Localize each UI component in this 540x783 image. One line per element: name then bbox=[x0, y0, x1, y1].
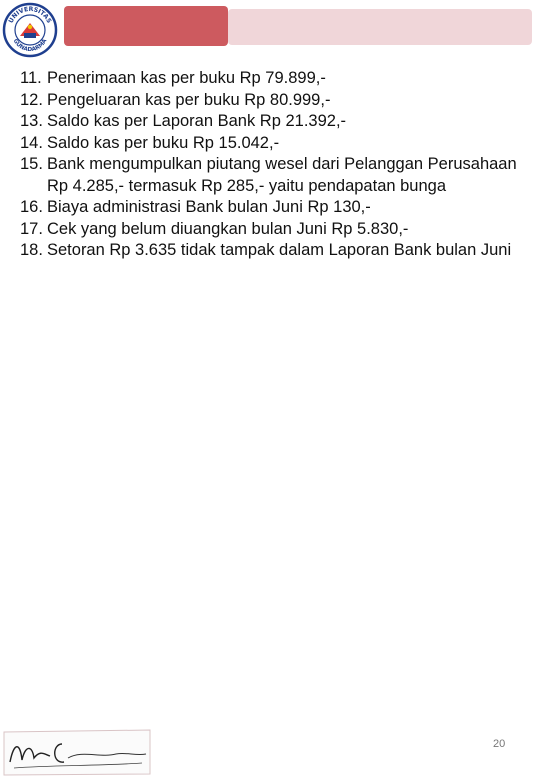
list-item-text: Cek yang belum diuangkan bulan Juni Rp 5.830,- bbox=[47, 219, 409, 238]
list-item bbox=[20, 90, 532, 112]
list-item-text: Pengeluaran kas per buku Rp 80.999,- bbox=[47, 90, 331, 109]
list-item bbox=[20, 197, 532, 219]
page-number: 20 bbox=[493, 738, 506, 750]
list-item-number: 16. bbox=[20, 198, 43, 216]
list-item-number: 13. bbox=[20, 112, 43, 130]
list-item-text: Biaya administrasi Bank bulan Juni Rp 130,- bbox=[47, 198, 371, 216]
list-item-text: Setoran Rp 3.635 tidak tampak dalam Laporan Bank bulan Juni bbox=[47, 241, 512, 259]
list-item bbox=[20, 154, 532, 197]
list-item bbox=[20, 133, 532, 155]
list-item-number: 15. bbox=[20, 155, 43, 173]
university-logo bbox=[2, 2, 58, 58]
list-item-number: 12. bbox=[20, 90, 43, 109]
header-bar-light bbox=[228, 9, 532, 45]
svg-text:UNIVERSITAS: UNIVERSITAS bbox=[7, 5, 53, 25]
university-seal-icon bbox=[2, 2, 58, 58]
svg-text:GUNADARMA: GUNADARMA bbox=[11, 38, 49, 54]
list-item-text: Saldo kas per buku Rp 15.042,- bbox=[47, 133, 280, 152]
list-item bbox=[20, 240, 532, 262]
list-item-text: Saldo kas per Laporan Bank Rp 21.392,- bbox=[47, 112, 347, 130]
list-item-text: Penerimaan kas per buku Rp 79.899,- bbox=[47, 69, 326, 87]
signature-icon bbox=[0, 728, 154, 778]
list-item-text: Bank mengumpulkan piutang wesel dari Pelanggan Perusahaan Rp 4.285,- termasuk Rp 285,- yaitu pendapatan bunga bbox=[47, 155, 517, 195]
numbered-list bbox=[20, 68, 532, 262]
list-item bbox=[20, 111, 532, 133]
list-item-number: 18. bbox=[20, 241, 43, 259]
list-item bbox=[20, 219, 532, 241]
list-item-number: 11. bbox=[20, 69, 42, 87]
header-bar-dark bbox=[64, 6, 228, 46]
list-item-number: 14. bbox=[20, 133, 43, 152]
list-item-number: 17. bbox=[20, 219, 43, 238]
list-item bbox=[20, 68, 532, 90]
signature bbox=[0, 728, 154, 778]
